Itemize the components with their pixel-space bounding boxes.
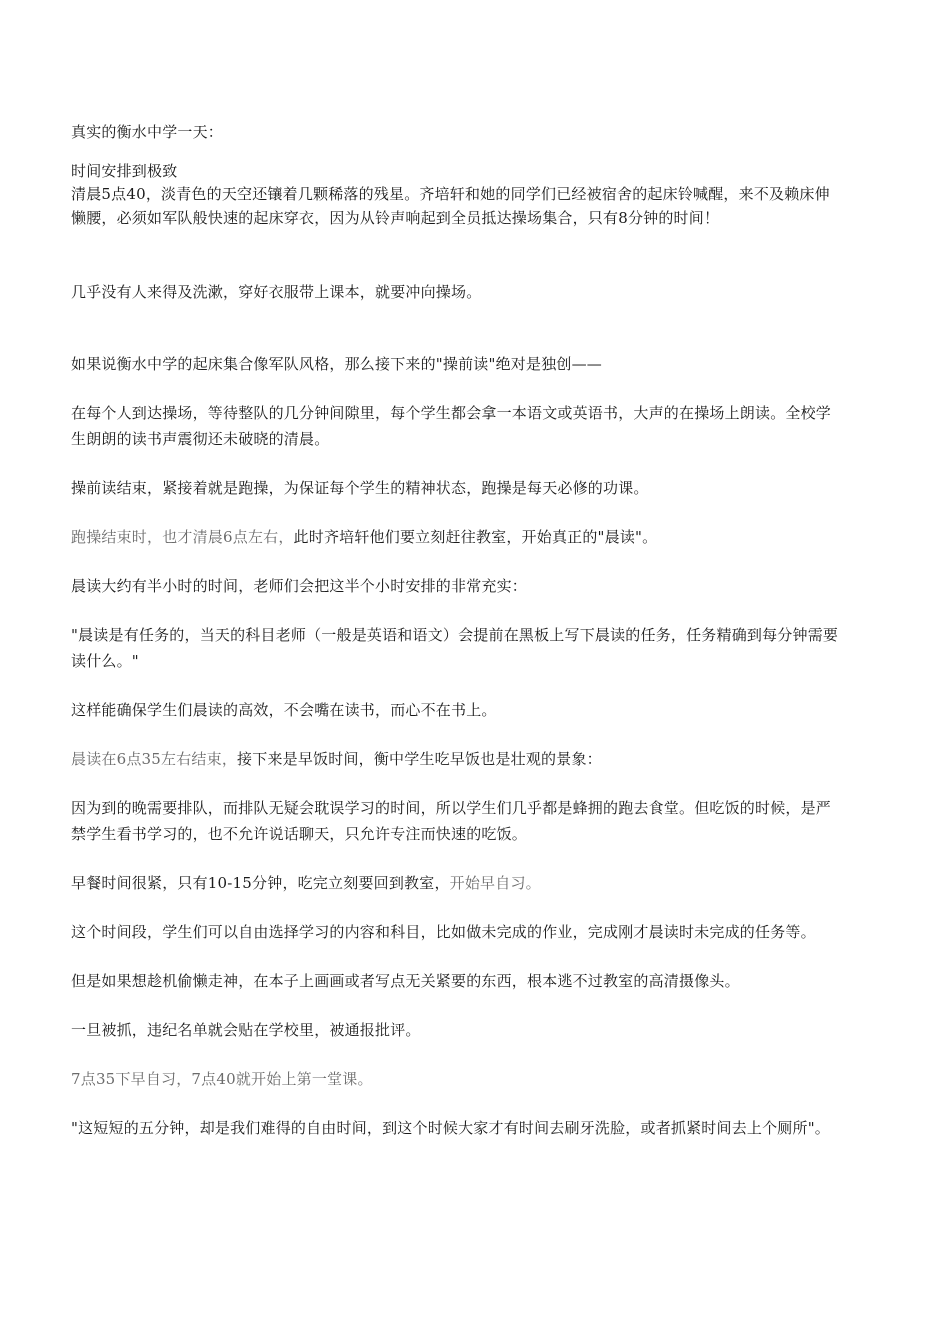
paragraph-1-line-2: 懒腰，必须如军队般快速的起床穿衣，因为从铃声响起到全员抵达操场集合，只有8分钟的时间！ xyxy=(71,209,720,227)
paragraph-6-time-note: 跑操结束时，也才清晨6点左右， xyxy=(71,528,294,546)
paragraph-5: 操前读结束，紧接着就是跑操，为保证每个学生的精神状态，跑操是每天必修的功课。 xyxy=(71,479,649,497)
paragraph-9: 这样能确保学生们晨读的高效，不会嘴在读书，而心不在书上。 xyxy=(71,701,497,719)
paragraph-12-time-note: 开始早自习。 xyxy=(449,874,541,892)
paragraph-8-line-1: "晨读是有任务的，当天的科目老师（一般是英语和语文）会提前在黑板上写下晨读的任务，任务精确到每分钟需要 xyxy=(71,626,839,644)
paragraph-17: "这短短的五分钟，却是我们难得的自由时间，到这个时候大家才有时间去刷牙洗脸，或者抓紧时间去上个厕所"。 xyxy=(71,1119,831,1137)
paragraph-8-line-2: 读什么。" xyxy=(71,652,139,670)
paragraph-4-line-1: 在每个人到达操场，等待整队的几分钟间隙里，每个学生都会拿一本语文或英语书，大声的在操场上朗读。全校学 xyxy=(71,404,832,422)
paragraph-4-line-2: 生朗朗的读书声震彻还未破晓的清晨。 xyxy=(71,430,330,448)
paragraph-11-line-2: 禁学生看书学习的，也不允许说话聊天，只允许专注而快速的吃饭。 xyxy=(71,825,528,843)
paragraph-16: 7点35下早自习，7点40就开始上第一堂课。 xyxy=(71,1070,373,1088)
paragraph-7: 晨读大约有半小时的时间，老师们会把这半个小时安排的非常充实： xyxy=(71,577,528,595)
paragraph-10-time-note: 晨读在6点35左右结束， xyxy=(71,750,238,768)
paragraph-12 xyxy=(71,870,911,896)
paragraph-1-line-1: 清晨5点40，淡青色的天空还镶着几颗稀落的残星。齐培轩和她的同学们已经被宿舍的起床铃喊醒，来不及赖床伸 xyxy=(71,185,830,203)
paragraph-10-rest: 接下来是早饭时间，衡中学生吃早饭也是壮观的景象： xyxy=(237,750,602,768)
paragraph-6 xyxy=(71,524,911,550)
document-title: 真实的衡水中学一天： xyxy=(71,123,224,141)
paragraph-13: 这个时间段，学生们可以自由选择学习的内容和科目，比如做未完成的作业，完成刚才晨读时未完成的任务等。 xyxy=(71,923,816,941)
paragraph-2: 几乎没有人来得及洗漱，穿好衣服带上课本，就要冲向操场。 xyxy=(71,283,482,301)
paragraph-6-rest: 此时齐培轩他们要立刻赶往教室，开始真正的"晨读"。 xyxy=(293,528,658,546)
paragraph-3: 如果说衡水中学的起床集合像军队风格，那么接下来的"操前读"绝对是独创—— xyxy=(71,355,603,373)
paragraph-12-rest: 早餐时间很紧，只有10-15分钟，吃完立刻要回到教室， xyxy=(71,874,450,892)
paragraph-14: 但是如果想趁机偷懒走神，在本子上画画或者写点无关紧要的东西，根本逃不过教室的高清摄像头。 xyxy=(71,972,740,990)
paragraph-15: 一旦被抓，违纪名单就会贴在学校里，被通报批评。 xyxy=(71,1021,421,1039)
document-subtitle: 时间安排到极致 xyxy=(71,162,178,180)
paragraph-10 xyxy=(71,746,911,772)
paragraph-11-line-1: 因为到的晚需要排队，而排队无疑会耽误学习的时间，所以学生们几乎都是蜂拥的跑去食堂。但吃饭的时候，是严 xyxy=(71,799,832,817)
